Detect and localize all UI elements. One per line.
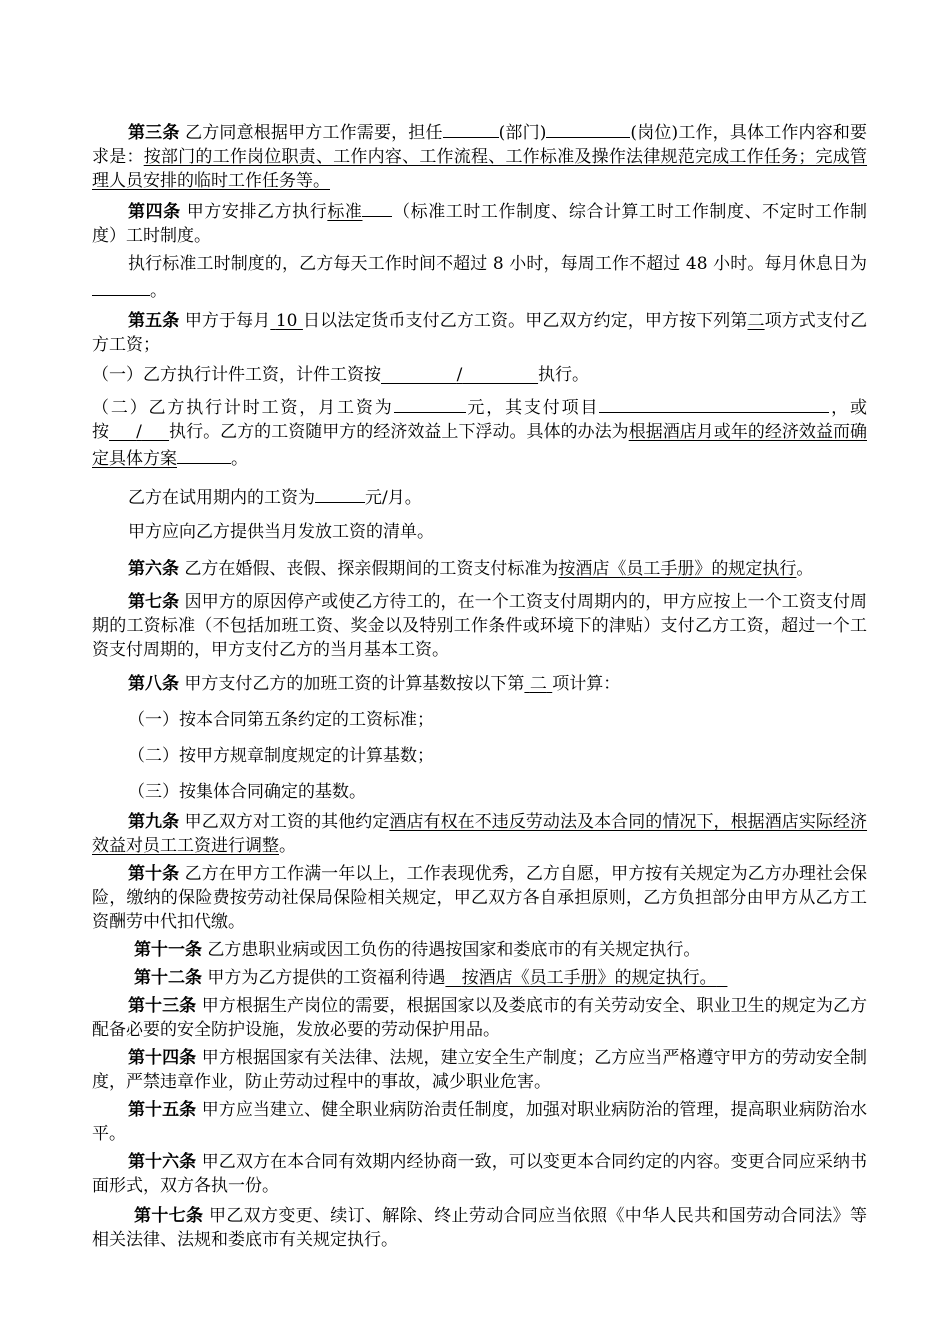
leave-pay-standard: 按酒店《员工手册》的规定执行 [558,559,797,579]
article-5-option-2: （二）乙方执行计时工资，月工资为 元，其支付项目 ，或按 / 执行。乙方的工资随甲方的经济效益上下浮动。具体的办法为根据酒店月或年的经济效益而确定具体方案 。 [92,393,867,471]
article-9: 第九条 甲乙双方对工资的其他约定酒店有权在不违反劳动法及本合同的情况下，根据酒店实际经济效益对员工工资进行调整。 [92,812,868,856]
position-blank [546,118,630,138]
pay-day: 10 [275,311,298,331]
article-3: 第三条 乙方同意根据甲方工作需要，担任 (部门) (岗位)工作，具体工作内容和要求是：按部门的工作岗位职责、工作内容、工作流程、工作标准及操作法律规范完成工作任务；完成管理人员安排的临时工作任务等。 [92,118,867,193]
article-12-title: 第十二条 [134,968,202,988]
article-15-title: 第十五条 [128,1100,197,1120]
alternative-method: / [136,422,142,442]
article-8-title: 第八条 [128,674,179,694]
rest-day-blank [92,276,150,296]
article-13: 第十三条 甲方根据生产岗位的需要，根据国家以及娄底市的有关劳动安全、职业卫生的规定为乙方配备必要的安全防护设施，发放必要的劳动保护用品。 [92,996,868,1040]
article-7: 第七条 因甲方的原因停产或使乙方待工的，在一个工资支付周期内的，甲方应按上一个工资支付周期的工资标准（不包括加班工资、奖金以及特别工作条件或环境下的津贴）支付乙方工资，超过一个工资支付周期的，甲方支付乙方的当月基本工资。 [92,592,868,660]
job-duty-text: 按部门的工作岗位职责、工作内容、工作流程、工作标准及操作法律规范完成工作任务；完成管理人员安排的临时工作任务等。 [92,147,868,191]
article-5-option-1: （一）乙方执行计件工资，计件工资按 / 执行。 [92,365,590,385]
article-13-title: 第十三条 [128,996,197,1016]
article-15: 第十五条 甲方应当建立、健全职业病防治责任制度，加强对职业病防治的管理，提高职业病防治水平。 [92,1100,868,1144]
article-5-trial-wage: 乙方在试用期内的工资为 元/月。 [92,483,867,510]
monthly-wage-blank [394,393,466,413]
overtime-base-option: 二 [529,674,547,694]
article-5-title: 第五条 [128,311,180,331]
article-11-title: 第十一条 [134,940,202,960]
article-4-title: 第四条 [128,202,181,222]
article-17: 第十七条 甲乙双方变更、续订、解除、终止劳动合同应当依照《中华人民共和国劳动合同法》等相关法律、法规和娄底市有关规定执行。 [92,1206,868,1250]
article-17-title: 第十七条 [134,1206,204,1226]
article-16: 第十六条 甲乙双方在本合同有效期内经协商一致，可以变更本合同约定的内容。变更合同应采纳书面形式，双方各执一份。 [92,1152,868,1196]
article-8: 第八条 甲方支付乙方的加班工资的计算基数按以下第 二 项计算： [128,674,621,694]
article-16-title: 第十六条 [128,1152,197,1172]
article-11: 第十一条 乙方患职业病或因工负伤的待遇按国家和娄底市的有关规定执行。 [134,940,701,960]
other-wage-agreement: 酒店有权在不违反劳动法及本合同的情况下，根据酒店实际经济效益对员工工资进行调整 [92,812,868,856]
article-10: 第十条 乙方在甲方工作满一年以上，工作表现优秀，乙方自愿，甲方按有关规定为乙方办理社会保险，缴纳的保险费按劳动社保局保险相关规定，甲乙双方各自承担原则，乙方负担部分由甲方从乙方工资酬劳中代扣代缴。 [92,864,868,932]
article-5: 第五条 甲方于每月 10 日以法定货币支付乙方工资。甲乙双方约定，甲方按下列第二项方式支付乙方工资； [92,311,868,355]
article-6: 第六条 乙方在婚假、丧假、探亲假期间的工资支付标准为按酒店《员工手册》的规定执行。 [128,559,814,579]
article-5-payslip: 甲方应向乙方提供当月发放工资的清单。 [128,522,434,542]
article-10-title: 第十条 [128,864,180,884]
wage-adjust-method: 根据酒店月或年的经济效益而确定具体方案 [92,422,867,469]
article-9-title: 第九条 [128,812,180,832]
trial-wage-blank [315,483,365,503]
work-hours-mode: 标准 [327,202,363,222]
department-blank [443,118,499,138]
article-7-title: 第七条 [128,592,180,612]
article-8-item-1: （一）按本合同第五条约定的工资标准； [128,710,434,730]
article-4: 第四条 甲方安排乙方执行标准 （标准工时工作制度、综合计算工时工作制度、不定时工作制度）工时制度。 [92,197,867,248]
article-12: 第十二条 甲方为乙方提供的工资福利待遇 按酒店《员工手册》的规定执行。 [92,966,867,990]
article-14-title: 第十四条 [128,1048,197,1068]
welfare-treatment: 按酒店《员工手册》的规定执行。 [461,968,717,988]
contract-page [92,118,867,1252]
article-3-title: 第三条 [128,123,180,143]
article-4-standard-hours: 执行标准工时制度的，乙方每天工作时间不超过 8 小时，每周工作不超过 48 小时。每月休息日为。 [92,252,867,303]
pay-items-blank [599,393,829,413]
article-8-item-3: （三）按集体合同确定的基数。 [128,782,366,802]
article-14: 第十四条 甲方根据国家有关法律、法规，建立安全生产制度；乙方应当严格遵守甲方的劳动安全制度，严禁违章作业，防止劳动过程中的事故，减少职业危害。 [92,1048,868,1092]
piece-rate-value: / [456,365,463,385]
article-6-title: 第六条 [128,559,179,579]
article-8-item-2: （二）按甲方规章制度规定的计算基数； [128,746,434,766]
pay-option: 二 [747,311,765,331]
